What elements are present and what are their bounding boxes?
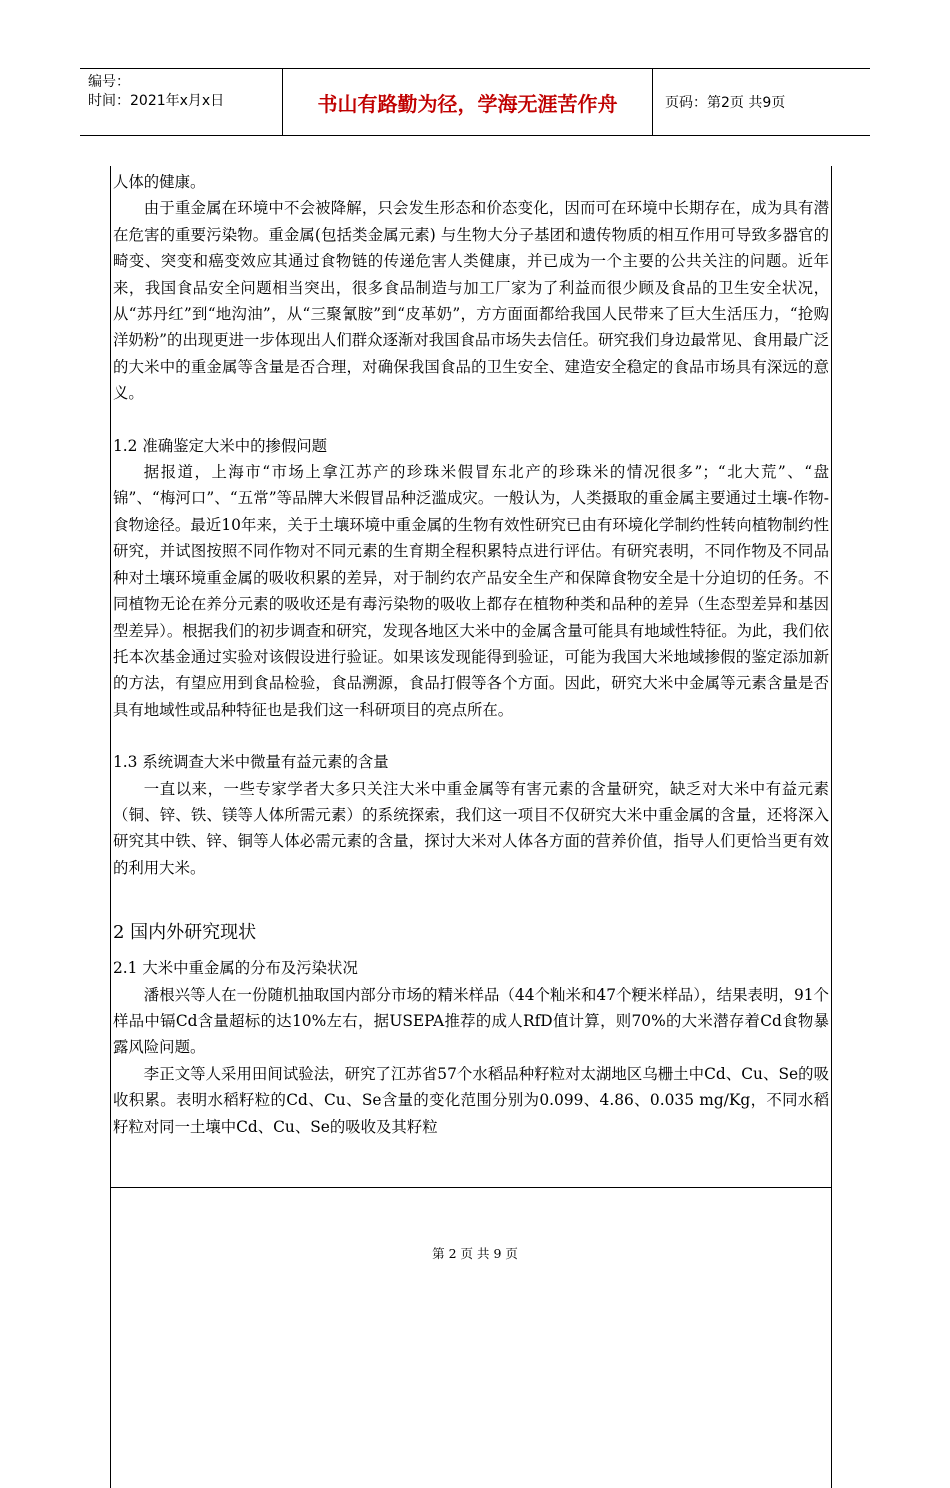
header-motto: 书山有路勤为径，学海无涯苦作舟 — [283, 69, 653, 135]
content-frame-bottom-border — [110, 1187, 832, 1188]
header-page-number: 页码：第2页 共9页 — [665, 95, 786, 111]
number-label: 编号： — [88, 74, 130, 90]
page-footer: 第 2 页 共 9 页 — [432, 1246, 518, 1261]
paragraph: 人体的健康。 — [113, 173, 206, 191]
section-heading-1-3: 1.3 系统调查大米中微量有益元素的含量 — [113, 753, 389, 772]
paragraph: 李正文等人采用田间试验法，研究了江苏省57个水稻品种籽粒对太湖地区乌栅土中Cd、Cu、Se的吸收积累。表明水稻籽粒的Cd、Cu、Se含量的变化范围分别为0.099、4.86、0.035 mg/Kg，不同水稻籽粒对同一土壤中Cd、Cu、Se的吸收及其籽粒 — [113, 1064, 829, 1136]
paragraph: 一直以来，一些专家学者大多只关注大米中重金属等有害元素的含量研究，缺乏对大米中有益元素（铜、锌、铁、镁等人体所需元素）的系统探索，我们这一项目不仅研究大米中重金属的含量，还将深入研究其中铁、锌、铜等人体必需元素的含量，探讨大米对人体各方面的营养价值，指导人们更恰当更有效的利用大米。 — [113, 779, 829, 877]
header-meta — [80, 69, 283, 135]
paragraph: 由于重金属在环境中不会被降解，只会发生形态和价态变化，因而可在环境中长期存在，成为具有潜在危害的重要污染物。重金属(包括类金属元素) 与生物大分子基团和遗传物质的相互作用可导致多器官的畸变、突变和癌变效应其通过食物链的传递危害人类健康，并已成为一个主要的公共关注的问题。近年来，我国食品安全问题相当突出，很多食品制造与加工厂家为了利益而很少顾及食品的卫生安全状况，从“苏丹红”到“地沟油”，从“三聚氰胺”到“皮革奶”，方方面面都给我国人民带来了巨大生活压力，“抢购洋奶粉”的出现更进一步体现出人们群众逐渐对我国食品市场失去信任。研究我们身边最常见、食用最广泛的大米中的重金属等含量是否合理，对确保我国食品的卫生安全、建造安全稳定的食品市场具有深远的意义。 — [113, 199, 829, 403]
section-heading-1-2: 1.2 准确鉴定大米中的掺假问题 — [113, 436, 328, 455]
section-heading-2-1: 2.1 大米中重金属的分布及污染状况 — [113, 959, 358, 978]
paragraph: 潘根兴等人在一份随机抽取国内部分市场的精米样品（44个籼米和47个粳米样品），结果表明，91个样品中镉Cd含量超标的达10%左右，据USEPA推荐的成人RfD值计算，则70%的大米潜存着Cd食物暴露风险问题。 — [113, 985, 829, 1057]
time-label: 时间：2021年x月x日 — [88, 93, 225, 109]
content-frame — [110, 166, 832, 1488]
page-header — [80, 68, 870, 136]
document-body — [111, 166, 831, 1140]
paragraph: 据报道，上海市“市场上拿江苏产的珍珠米假冒东北产的珍珠米的情况很多”；“北大荒”、“盘锦”、“梅河口”、“五常”等品牌大米假冒品种泛滥成灾。一般认为，人类摄取的重金属主要通过土壤-作物-食物途径。最近10年来，关于土壤环境中重金属的生物有效性研究已由有环境化学制约性转向植物制约性研究，并试图按照不同作物对不同元素的生育期全程积累特点进行评估。有研究表明，不同作物及不同品种对土壤环境重金属的吸收积累的差异，对于制约农产品安全生产和保障食物安全是十分迫切的任务。不同植物无论在养分元素的吸收还是有毒污染物的吸收上都存在植物种类和品种的差异（生态型差异和基因型差异）。根据我们的初步调查和研究，发现各地区大米中的金属含量可能具有地域性特征。为此，我们依托本次基金通过实验对该假设进行验证。如果该发现能得到验证，可能为我国大米地域掺假的鉴定添加新的方法，有望应用到食品检验，食品溯源，食品打假等各个方面。因此，研究大米中金属等元素含量是否具有地域性或品种特征也是我们这一科研项目的亮点所在。 — [113, 463, 829, 719]
section-heading-2: 2 国内外研究现状 — [113, 922, 257, 944]
